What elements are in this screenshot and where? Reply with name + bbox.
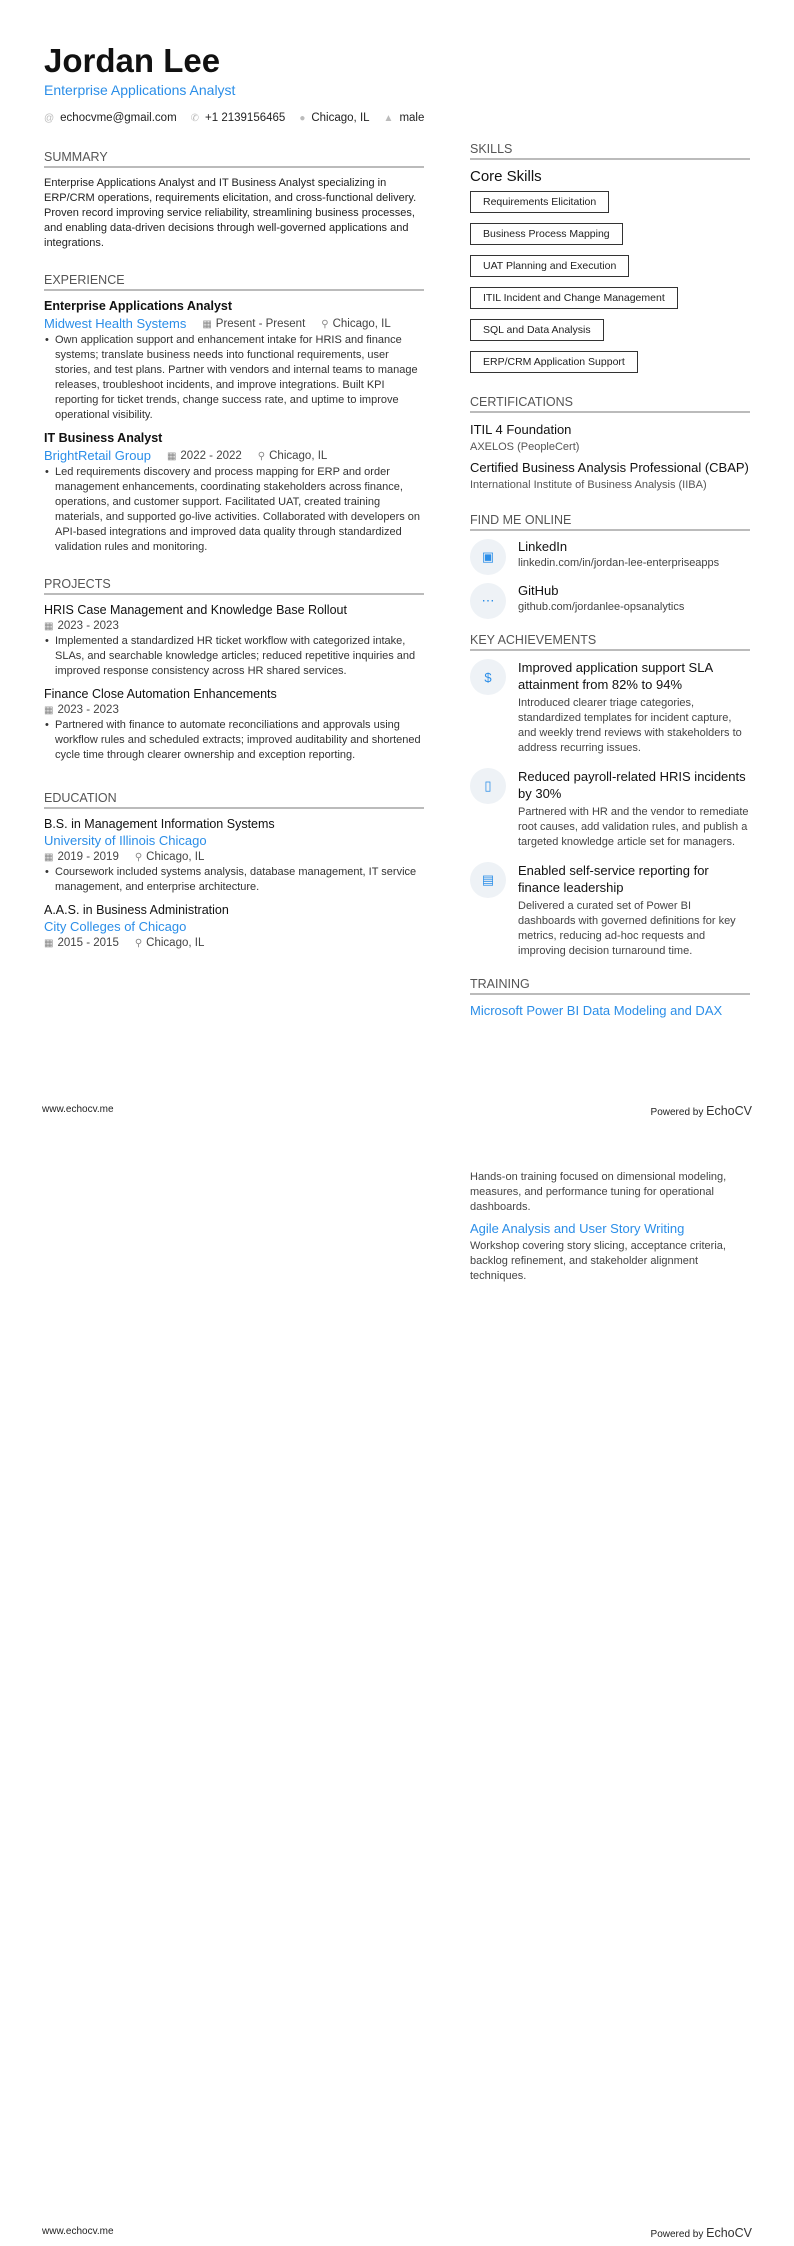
experience-list (44, 299, 424, 555)
location-text: Chicago, IL (146, 937, 205, 949)
training-heading: TRAINING (470, 977, 750, 995)
bullet-item: • Led requirements discovery and process mapping for ERP and order management enhancements, coordinating stakeholders across finance, operations, and customer support. Facilitated UAT, created training materials, and supported go-live activities. Collaborated with developers on API-based integrations and improved data quality through standardized validation rules and monitoring. (44, 465, 424, 555)
bullet-list (44, 333, 424, 423)
job-title: IT Business Analyst (44, 431, 163, 445)
achievement-title: Enabled self-service reporting for finance leadership (518, 863, 709, 895)
bullet-list (44, 465, 424, 555)
achievement-item (470, 659, 750, 756)
location: Chicago, IL (311, 112, 370, 124)
project-item (44, 603, 424, 679)
summary-heading: SUMMARY (44, 150, 424, 168)
achievement-desc: Delivered a curated set of Power BI dashboards with governed definitions for key metrics, reducing ad-hoc requests and improving decision turnaround time. (518, 900, 736, 957)
online-item[interactable] (470, 539, 750, 575)
item-meta (44, 620, 424, 632)
degree: A.A.S. in Business Administration (44, 903, 229, 917)
dates (44, 851, 119, 863)
calendar-icon: ▦ (44, 938, 54, 949)
footer-site[interactable]: www.echocv.me (42, 1104, 114, 1115)
location (258, 450, 328, 462)
dates-text: 2023 - 2023 (57, 620, 119, 632)
job-title: Enterprise Applications Analyst (44, 299, 233, 313)
online-url[interactable]: github.com/jordanlee-opsanalytics (518, 601, 685, 613)
education-list (44, 817, 424, 949)
achievement-title: Improved application support SLA attainment from 82% to 94% (518, 660, 713, 692)
dates-text: 2023 - 2023 (57, 704, 119, 716)
footer-site[interactable]: www.echocv.me (42, 2226, 114, 2237)
skill-chip: Requirements Elicitation (470, 191, 609, 213)
footer-brand: EchoCV (706, 1104, 752, 1118)
certification-issuer: AXELOS (PeopleCert) (470, 441, 580, 453)
experience-item (44, 431, 424, 555)
dates (44, 704, 119, 716)
location (135, 937, 205, 949)
location-icon: ● (299, 113, 306, 124)
certification-item (470, 459, 750, 491)
item-meta (44, 937, 424, 949)
achievement-desc: Partnered with HR and the vendor to remediate root causes, add validation rules, and publish a targeted knowledge article set for managers. (518, 806, 749, 848)
online-label: GitHub (518, 583, 559, 598)
location-icon: ⚲ (134, 852, 143, 863)
certifications-heading: CERTIFICATIONS (470, 395, 750, 413)
certification-issuer: International Institute of Business Analysis (IIBA) (470, 479, 707, 491)
dates (202, 318, 305, 330)
location-icon: ⚲ (134, 938, 143, 949)
right-column-continued (470, 1167, 750, 1284)
phone-icon: ✆ (190, 113, 200, 124)
document-icon: ▤ (470, 862, 506, 898)
online-list (470, 539, 750, 619)
linkedin-icon: ▣ (470, 539, 506, 575)
dates-text: 2022 - 2022 (180, 449, 242, 462)
right-column (470, 128, 750, 1018)
bullet-list (44, 634, 424, 679)
projects-list (44, 603, 424, 763)
location (321, 318, 391, 330)
location-text: Chicago, IL (146, 851, 205, 863)
certifications-list (470, 421, 750, 491)
calendar-icon: ▦ (202, 318, 212, 330)
experience-heading: EXPERIENCE (44, 273, 424, 291)
achievement-item (470, 862, 750, 959)
location-icon: ⚲ (257, 450, 266, 462)
item-meta (44, 851, 424, 863)
gender: male (399, 112, 425, 124)
achievements-heading: KEY ACHIEVEMENTS (470, 633, 750, 651)
dollar-icon: $ (470, 659, 506, 695)
candidate-title: Enterprise Applications Analyst (44, 82, 236, 98)
experience-item (44, 299, 424, 423)
bullet-item: • Own application support and enhancement intake for HRIS and finance systems; translate business needs into functional requirements, user stories, and test plans. Partner with vendors and internal teams to manage releases, troubleshoot incidents, and improve integrations. Built KPI reporting for ticket trends, change success rate, and uptime to improve operational visibility. (44, 333, 424, 423)
training-title: Microsoft Power BI Data Modeling and DAX (470, 1003, 723, 1018)
email[interactable]: echocvme@gmail.com (60, 112, 177, 124)
school: University of Illinois Chicago (44, 833, 207, 848)
bullet-item: • Implemented a standardized HR ticket workflow with categorized intake, SLAs, and searchable knowledge articles; reduced repetitive inquiries and improved response consistency across HR shared services. (44, 634, 424, 679)
skills-group: Core Skills (470, 168, 542, 185)
certification-item (470, 421, 750, 453)
footer-powered: Powered by (650, 2229, 704, 2240)
github-icon: ⋯ (470, 583, 506, 619)
achievements-list (470, 659, 750, 959)
bullet-item: • Partnered with finance to automate reconciliations and approvals using workflow rules and scheduled extracts; improved auditability and shortened cycle time through clearer ownership and exception reporting. (44, 718, 424, 763)
left-column (44, 0, 424, 951)
dates-text: Present - Present (215, 317, 306, 330)
item-meta (44, 704, 424, 716)
education-item (44, 817, 424, 895)
phone: +1 2139156465 (205, 112, 286, 124)
online-label: LinkedIn (518, 539, 568, 554)
bullet-item: • Coursework included systems analysis, database management, IT service management, and enterprise architecture. (44, 865, 424, 895)
page-2 (0, 1125, 794, 2246)
certification-name: ITIL 4 Foundation (470, 422, 572, 437)
dates-text: 2015 - 2015 (57, 937, 119, 949)
footer (42, 2226, 752, 2240)
skill-chip: Business Process Mapping (470, 223, 623, 245)
dates-text: 2019 - 2019 (57, 851, 119, 863)
bullet-list (44, 865, 424, 895)
footer (42, 1104, 752, 1118)
bullet-list (44, 718, 424, 763)
certification-name: Certified Business Analysis Professional (CBAP) (470, 460, 749, 475)
skill-chip: SQL and Data Analysis (470, 319, 604, 341)
achievement-title: Reduced payroll-related HRIS incidents by 30% (518, 769, 746, 801)
online-item[interactable] (470, 583, 750, 619)
location (135, 851, 205, 863)
email-icon: @ (44, 113, 55, 124)
skill-chip: ERP/CRM Application Support (470, 351, 638, 373)
training-desc: Workshop covering story slicing, acceptance criteria, backlog refinement, and stakeholder alignment techniques. (470, 1240, 726, 1282)
organization: BrightRetail Group (44, 448, 151, 463)
footer-brand: EchoCV (706, 2226, 752, 2240)
location-text: Chicago, IL (269, 449, 328, 462)
summary-text: Enterprise Applications Analyst and IT Business Analyst specializing in ERP/CRM operations, requirements elicitation, and cross-functional delivery. Proven record improving service reliability, streamlining business processes, and enabling data-driven decisions through well-governed applications and integrations. (44, 177, 417, 249)
online-heading: FIND ME ONLINE (470, 513, 750, 531)
online-url[interactable]: linkedin.com/in/jordan-lee-enterpriseapps (518, 557, 720, 569)
school: City Colleges of Chicago (44, 919, 187, 934)
item-meta (44, 448, 424, 463)
training-desc: Hands-on training focused on dimensional modeling, measures, and performance tuning for operational dashboards. (470, 1171, 727, 1213)
project-title: Finance Close Automation Enhancements (44, 687, 277, 701)
training-title: Agile Analysis and User Story Writing (470, 1221, 685, 1236)
degree: B.S. in Management Information Systems (44, 817, 275, 831)
skill-chip: ITIL Incident and Change Management (470, 287, 678, 309)
skills-heading: SKILLS (470, 142, 750, 160)
tablet-icon: ▯ (470, 768, 506, 804)
location-text: Chicago, IL (332, 317, 391, 330)
footer-powered: Powered by (650, 1107, 704, 1118)
skills-list (470, 191, 750, 383)
candidate-name: Jordan Lee (44, 42, 221, 79)
person-icon: ▲ (383, 113, 394, 124)
item-meta (44, 316, 424, 331)
calendar-icon: ▦ (44, 621, 54, 632)
achievement-desc: Introduced clearer triage categories, standardized templates for incident capture, and weekly trend reviews with stakeholders to address recurring issues. (518, 697, 742, 754)
project-item (44, 687, 424, 763)
projects-heading: PROJECTS (44, 577, 424, 595)
dates (44, 937, 119, 949)
calendar-icon: ▦ (44, 852, 54, 863)
education-heading: EDUCATION (44, 791, 424, 809)
dates (167, 450, 242, 462)
organization: Midwest Health Systems (44, 316, 187, 331)
achievement-item (470, 768, 750, 850)
skill-chip: UAT Planning and Execution (470, 255, 629, 277)
project-title: HRIS Case Management and Knowledge Base Rollout (44, 603, 347, 617)
calendar-icon: ▦ (166, 450, 177, 462)
calendar-icon: ▦ (44, 705, 54, 716)
location-icon: ⚲ (321, 318, 329, 330)
education-item (44, 903, 424, 949)
dates (44, 620, 119, 632)
contact-bar (44, 112, 424, 124)
